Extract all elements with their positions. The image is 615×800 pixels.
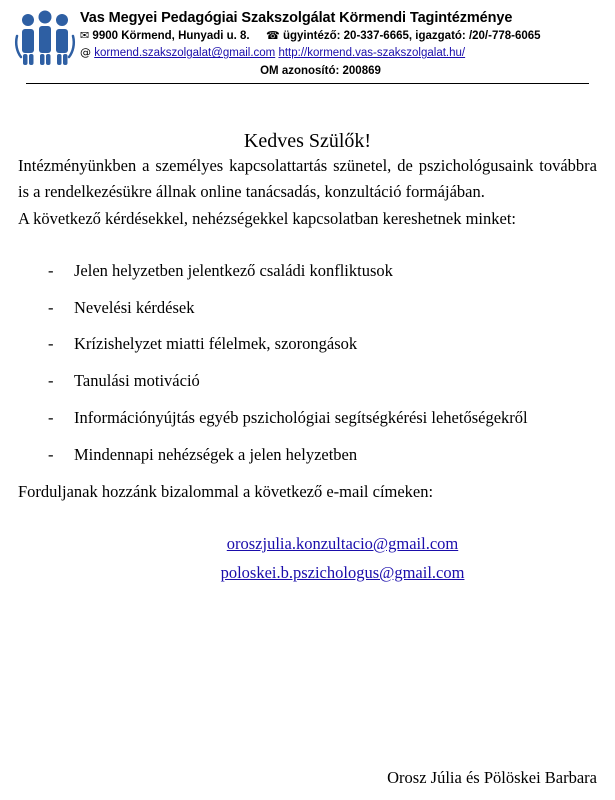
psychologist-email-1[interactable]: oroszjulia.konzultacio@gmail.com: [226, 534, 459, 554]
bullet-dash: -: [48, 334, 54, 354]
list-item: [48, 406, 597, 431]
signature: Orosz Júlia és Pölöskei Barbara: [387, 768, 597, 787]
list-item: [48, 296, 597, 321]
list-item-label: Tanulási motiváció: [74, 371, 200, 391]
psychologist-email-2[interactable]: poloskei.b.pszichologus@gmail.com: [220, 562, 465, 582]
salutation: Kedves Szülők!: [243, 129, 372, 152]
bullet-dash: -: [48, 297, 54, 317]
family-group-logo: [14, 10, 76, 66]
paragraph-contact: Forduljanak hozzánk bizalommal a következő e-mail címeken:: [18, 482, 434, 502]
letterhead-row: [14, 8, 601, 77]
letterhead-text: [80, 8, 601, 77]
paragraph-topics-intro: A következő kérdésekkel, nehézségekkel kapcsolatban kereshetnek minket:: [18, 209, 517, 229]
topics-list: [18, 259, 597, 468]
list-item: [48, 332, 597, 357]
list-item: [48, 443, 597, 468]
website-link[interactable]: http://kormend.vas-szakszolgalat.hu/: [278, 47, 466, 60]
email-line: [88, 559, 597, 588]
bullet-dash: -: [48, 444, 54, 464]
list-item-label: Krízishelyzet miatti félelmek, szorongások: [74, 334, 358, 354]
list-item-label: Információnyújtás egyéb pszichológiai segítségkérési lehetőségekről: [74, 407, 528, 427]
list-item: [48, 259, 597, 284]
bullet-dash: -: [48, 407, 54, 427]
organization-title: Vas Megyei Pedagógiai Szakszolgálat Körmendi Tagintézménye: [80, 10, 513, 26]
header-divider: [26, 83, 589, 84]
at-icon: @: [80, 46, 91, 60]
paragraph-intro: Intézményünkben a személyes kapcsolattartás szünetel, de pszichológusaink továbbra is a rendelkezésükre állnak online tanácsadás, konzultáció formájában.: [18, 155, 597, 202]
director-phone: igazgató: /20/-778-6065: [415, 29, 541, 42]
document-body: [0, 130, 615, 588]
bullet-dash: -: [48, 260, 54, 280]
email-line: [88, 530, 597, 559]
om-identifier: OM azonosító: 200869: [260, 64, 381, 77]
email-link[interactable]: kormend.szakszolgalat@gmail.com: [94, 47, 276, 60]
contact-person-phone: 20-337-6665,: [343, 29, 413, 42]
email-list: [18, 530, 597, 588]
address-text: 9900 Körmend, Hunyadi u. 8.: [92, 29, 250, 42]
letterhead: [0, 0, 615, 88]
letterhead-links-line: [80, 46, 601, 62]
list-item-label: Mindennapi nehézségek a jelen helyzetben: [74, 444, 358, 464]
envelope-icon: ✉: [80, 28, 90, 42]
list-item-label: Jelen helyzetben jelentkező családi konfliktusok: [74, 260, 393, 280]
contact-person-label: ügyintéző:: [282, 29, 341, 42]
list-item: [48, 369, 597, 394]
bullet-dash: -: [48, 371, 54, 391]
letterhead-contact-line: [80, 29, 601, 45]
list-item-label: Nevelési kérdések: [74, 297, 195, 317]
phone-icon: ☎: [266, 28, 280, 42]
